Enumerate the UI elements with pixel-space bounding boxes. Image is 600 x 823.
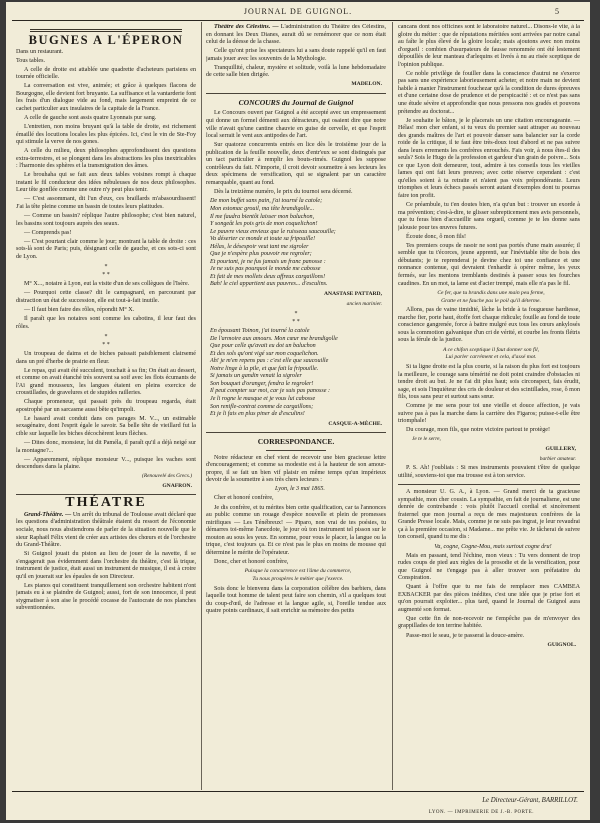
paragraph: Tous tables. — [16, 57, 46, 64]
verse-line: Va déserter ce monde et toute sa fripouille! — [210, 236, 316, 243]
poem — [210, 328, 386, 419]
source-credit: (Renouvelé des Grecs.) — [142, 473, 192, 480]
quote — [210, 568, 386, 583]
quote-line: Va, cogne, Cogne-Mou, mais surtout cogne dru! — [434, 543, 552, 550]
section-title: THÉATRE — [65, 495, 147, 511]
verse-line: En épousant Toinon, j'ai tourné la catole — [210, 328, 310, 335]
quote-line: Gratte et ne fauche pas le poil qu'il déterme. — [441, 297, 541, 304]
verse-line: Hélas, le désespoir veut tant me sigroler — [210, 243, 309, 250]
paragraph: Je souhaite le bâton, je le placerais un une citation encourageante. — Hélas! mon cher enfant, si tu veux du premier saut attraper au nouveau des grands maîtres de l'art et pouvoir danser sans balancier sur la corde roide de la critique, il te faut être très-doux tout d'abord et ne pas suivre dans leurs errements les confrères enrouchés. Fais voir, à nous êtes-il des seuls? Sois le Hugo de la profession et gardeur d'un grain de poivre... Sois ce que Lyon doit demeurer, tout, admire à tes conseils tous les vieilles lames qui ont fait leurs preuves; avec cette réserve cependant : c'est qu'elles soient à ta retraite et n'aient pas voix prépondérante. Leurs triomphes et leurs échecs passés seront autant d'exemples dont tu pourras faire ton profit. — [398, 117, 580, 200]
section-title: CORRESPONDANCE. — [257, 437, 335, 447]
quote-line: Lui parler carrément et cela, d'assé mot. — [445, 354, 537, 361]
postscript: P. S. Ah! j'oubliais : Si mes instruments pouvaient t'être de quelque utilité, souviens-toi que ma trousse est à ton service. — [398, 465, 580, 479]
verse-line: De mon buffet sans pain, j'ai tourné la catole; — [210, 198, 323, 205]
verse-line: Et fait de mes mollets deux affreux cargaillons! — [210, 273, 326, 280]
paragraph: Dès la treizième numéro, le prix du tournoi sera décerné. — [214, 188, 353, 195]
paragraph: — Comprends pas! — [24, 229, 72, 236]
author-title: ancien marinier. — [346, 300, 382, 307]
paragraph: Les pianos qui constituent tranquillement son orchestre habitent n'ont jamais eu à se plaindre de Guignol; aussi, fort de son innocence, il peut stygmatiser à son aise le procédé cocasse de l'autocrate de nos planches subventionnées. — [16, 582, 196, 612]
paragraph: Donc, cher et honoré confrère, — [214, 558, 289, 565]
column-divider — [392, 22, 393, 790]
running-head — [6, 7, 590, 19]
asterism: * * * — [292, 311, 300, 326]
paragraph: — Il faut bien faire des rôles, répondit M° X. — [24, 306, 135, 313]
director-credit: Le Directeur-Gérant, BARRILLOT. — [482, 797, 578, 804]
verse-line: Que je n'espère plus pouvoir me regroler; — [210, 251, 312, 258]
verse-line: Je ne suis pas pourquoi le monde me cabosse — [210, 266, 321, 273]
paragraph: Chaque promeneur, qui passait près du troupeau regarda, était apostrophé par un sarcasme aussi bête qu'impoli. — [16, 399, 196, 413]
paragraph: Que cette fin de non-recevoir ne t'empêche pas de m'envoyer des grappillades de ton terrine habitée. — [398, 615, 580, 630]
author-signature: MADELON. — [351, 81, 382, 88]
paragraph: Un troupeau de daims et de biches paissait paisiblement clairsemé dans un pré d'herbe de prairie en fleur. — [16, 351, 196, 365]
verse-line: Si jamais un gandin venait la sigroler — [210, 373, 302, 380]
asterism: * * * — [102, 334, 110, 349]
author-signature: GUIGNOL. — [547, 641, 576, 648]
verse-line: Que pour celle qu'avait eu dot un baluchon — [210, 343, 316, 350]
header-rule — [12, 20, 584, 21]
paragraph: — Comme un bassin? réplique l'autre philosophe; c'est bien naturel, les bassins sont toujours auprès des seaux. — [16, 212, 196, 227]
lead-in: Grand-Théâtre. — — [24, 511, 72, 518]
column-left — [16, 24, 196, 790]
paragraph: Sur quatorze concurrents entrés en lice dès le troisième jour de la publication de la feuille nouvelle, deux d'entr'eux se sont distingués par un tact particulier à remplir les bouts-rimés. Guignol les suppose contrôleurs du fait. N'importe, il croit devoir soumettre à ses lecteurs les deux spécimens de versification, qui se signalent par un caractère remarquable, quant au fond. — [206, 142, 386, 186]
verse-line: Bah! le ciel appartient aux pauvres... d'esculins. — [210, 281, 328, 288]
quote-line: A ce chifon sceptique il faut donner son fil, — [442, 346, 540, 353]
author-title: barbier amateur. — [539, 455, 576, 462]
paragraph: Ce noble privilège de fouiller dans la conscience d'autrui ne s'exerce pas sans une expérience laborieusement acheter, et notre main ne devient habile à manier l'instrument fouchezar qu'à la condition de dures épreuves et d'une certaine dose de prudence et de perspicacité : et ce n'est pas sans une étude sévère et approfondie que nous pressons nos gradés et pouvons prétendre au doctorat... — [398, 70, 580, 115]
footer-rule — [12, 791, 584, 792]
quote-line: Tu nous prospères le métier que j'exerce. — [252, 575, 344, 582]
verse-line: Son renifle-contrat comme de cargaillons; — [210, 403, 314, 410]
paragraph — [16, 512, 196, 550]
verse-line: Et pourtant, je ne fus jamais un franc panosse : — [210, 258, 326, 265]
author-signature: GNAFRON. — [162, 482, 192, 489]
paragraph: Si Guignol jouait du piston au lieu de jouer de la navette, il se s'engagerait pas évidemment dans l'orchestre du théâtre, c'est là trique, instrument de justice, était aussi un instrument de musique, il est à croire qu'il en jouerait sur les épaules de son Directeur. — [16, 551, 196, 580]
verse-line: Y songeât les pois gris de mon coquelichon! — [210, 221, 318, 228]
paragraph: Allons, pas de vaine timidité, lâche la bride à ta fougueuse hardiesse, marche fier, porte haut, étoffe fort chaque ridicule; fouille au fond de toute conscience gangrenée, force à battre mulgré eux tous les cœurs ankylosés sous la commotion galvanique d'un cri de vérité, et courbe les fronts flétris sous la férule de la justice. — [398, 307, 580, 344]
paragraph-text: Un arrêt du tribunal de Toulouse avait déclaré que les questions d'administration théâtrale étaient du ressort de l'économie sociale, nous nous abstiendrons de parler de la situation nouvelle que le sieur Raphaël Félix vient de créer aux artistes des chœurs et de l'orchestre du Grand-Théâtre. — [16, 511, 196, 549]
paragraph: Mais en passant, tend l'échine, mon vieux : Tu vers donnent de trop rudes coups de pied aux règles de la prosodie et de la versification, pour que Guignol ne t'engage pas à aller trouver son préfatatire du Conspiration. — [398, 552, 580, 582]
paragraph: A celle de gauche sont assis quatre Lyonnais pur sang. — [24, 114, 157, 121]
verse-line: Il peut compter sur moi, car je suis pas panosse : — [210, 388, 331, 395]
column-middle — [206, 24, 386, 790]
journal-title: JOURNAL DE GUIGNOL. — [243, 7, 353, 16]
paragraph: Passe-moi le seau, je te passerai la douce-amère. — [406, 632, 525, 639]
author-signature: GUILLERY, — [545, 445, 576, 452]
section-rule — [206, 93, 386, 94]
article-title: BUGNES A L'ÉPERON — [28, 33, 184, 47]
title-rule — [30, 29, 182, 32]
paragraph: cancans dont nos officines sont le laboratoire naturel... Disons-le vite, à la gloire du métier : que de réputations méritées sont arrivées par notre canal au faîte le plus élevé de la gloire locale; mais ajoutons avec non moins d'orgueil : combien d'usurpateurs de fausse renommée ont été lestement dépouillés de leur manteau d'arlequins et livrés à nu au risée sceptique de l'opinion publique. — [398, 24, 580, 68]
paragraph: Quant à l'offre que tu me fais de remplacer mes CAMBEA EXBACKER par des pièces inédites, c'est une idée que je prise fort et qu'on pourrait exploiter... plus tard, quand le Journal de Guignol aura augmenté son format. — [398, 584, 580, 613]
section-rule — [398, 484, 580, 485]
asterism: * * * — [102, 264, 110, 279]
paragraph: Celle qu'ont prise les spectateurs lui a sans doute rappelé qu'il en faut jamais jouer avec les souvenirs de la Mythologie. — [206, 48, 386, 62]
paragraph: M° X..., notaire à Lyon, eut la visite d'un de ses collègues de l'Isère. — [24, 281, 190, 288]
quote-line: Puisque la concurrence est l'âme du commerce, — [244, 568, 352, 575]
paragraph: Ce préambule, tu t'en doutes bien, n'a qu'un but : trouver un exorde à ma prévention; c'est-à-dire, te glisser subrepticement mes avis personnels, que tu feras bien d'accueillir sans orgueil, comme je te les donne sans jalousie pour tes œuvres futures. — [398, 202, 580, 231]
lead-in: Théâtre des Célestins. — — [214, 24, 279, 30]
paragraph: A monsieur U. G. A., à Lyon. — Grand merci de ta gracieuse sympathie, mon cher cousin. La sympathie, en fait de journalisme, est une denrée de contrebande : vois plutôt l'accueil cordial et sincèrement fraternel que mon journal a reçu de mes majestueux confrères de la Grande Presse locale. Mais, comme je ne suis pas ingrat, je leur revaudrai ça à la première occasion, si Madame... me prête vie. Je tâcherai de suivre ton conseil, quand tu me dis : — [398, 489, 580, 541]
verse-line: Et des sols qu'ont vigé sur mon coquelichon. — [210, 350, 319, 357]
closing: Je te le serre, — [412, 436, 441, 443]
quote — [402, 347, 580, 362]
letter-date: Lyon, le 3 mai 1865. — [275, 486, 325, 493]
paragraph: Il paraît que les notaires sont comme les cabotins, il leur faut des rôles. — [16, 315, 196, 330]
paragraph: Tes premiers coups de rasoir ne sont pas portés d'une main assurée; il semble que tu t'écorces, jeune apprenti, sur l'inévitable tête de bois des débutants; je te reprenderai je devine chez toi une confiance et une nonnance contenue, qui devraient t'enhardir à opérer même, les yeux fermés, sur les mentons tremblants destinés à passer sous tes fourches caudines. En un mot, ta lame est d'acier trempé, mais elle n'a pas le fil. — [398, 242, 580, 287]
paragraph: Comme je me sens pour toi une vieille et douce affection, je vais suivre pas à pas la marche dans la carrière des Figaros; puisse-t-elle être triomphale! — [398, 403, 580, 425]
section-title: CONCOURS du Journal de Guignol — [238, 97, 354, 107]
verse-line: Son bouquet d'oranger, fendra le regroler! — [210, 380, 314, 387]
paragraph: L'entretien, non moins bruyant qu'à la table de droite, est richement émaillé des locutions locales les plus épicées. Ici, c'est le vin de Ste-Foy qui stimule la verve de nos gones. — [16, 123, 196, 146]
paragraph: Le hasard avait conduit dans ces parages M. V..., un estimable sexagénaire, dont l'esprit égale le savoir. Sa belle tête de vieillard fut la cible sur laquelle les biches décochèrent leurs flèches. — [16, 415, 196, 438]
verse-line: Le pauvre vieux envieux que le ruisseau saucouille; — [210, 228, 336, 235]
paragraph: — C'est assommant, dit l'un d'eux, ces braillards m'abasourdissent! J'ai la tête pleine comme un bassin de toutes leurs platitudes. — [16, 196, 196, 210]
section-rule — [266, 450, 326, 451]
paragraph: — C'est pourtant clair comme le jour; montrant la table de droite : ces sots-là sont de Paris; puis, désignant celle de gauche, et ces sots-ci sont de Lyon. — [16, 238, 196, 260]
paragraph-text: L'administration du Théâtre des Célestins, en donnant les Deux Dianes, aurait dû se remémorer que ce nom était celui de la déesse de la chasse. — [206, 24, 386, 46]
paragraph: A celle de droite est attablée une quadrette d'acheteurs parisiens en tournée officielle. — [16, 66, 196, 81]
paragraph: Je dis confrère, et tu mérites bien cette qualification, car ta l'annonces au public comme un rouage d'espèce nouvelle et plein de promesses mirifiques — Les Ténébreux! — Piparo, non vrai de tes poésies, tu démarres toi-même l'anecdote, le jour où ton instrument tel pisson sur le mouton au sous les yeux. En somme, pour vous le placer, la langue ou la trique, c'est toujours ça. Et ce n'est pas le plus en moins de mousse qui détermine le mérite de l'opérateur. — [206, 504, 386, 556]
paragraph: La conversation est vive, animée; et grâce à quelques flacons de Bourgogne, elle devient fort bruyante. La suffisance et la vantarderie font les frais d'un dialogue vide au fond, mais largement empreint de ce cachet particulier aux insulaires de la capitale de la France. — [16, 83, 196, 112]
poem — [210, 198, 386, 289]
author-signature: ANASTASE PATTARD, — [323, 291, 382, 297]
author-signature: CASQUE-A-MÈCHE. — [328, 420, 382, 427]
paragraph: Écoute donc, ô mon fils! — [406, 233, 467, 240]
verse-line: Ah! je m'en repens pas : c'est elle que saucouille — [210, 358, 329, 365]
paragraph: Dans un restaurant. — [16, 48, 64, 55]
paragraph: Notre rédacteur en chef vient de recevoir une bien gracieuse lettre d'encouragement; et comme sa modestie est à la hauteur de son amour-propre, il se fait un bien vif plaisir en même temps qu'un impérieux devoir de la soumettre à ses très chers lecteurs : — [206, 454, 386, 484]
quote-line: Ce fer, que tu brandis dans une main peu ferme, — [437, 290, 545, 297]
paragraph: — Dites donc, monsieur, lui dit Paméla, il paraît qu'il a déjà neigé sur la montagne?... — [16, 440, 196, 454]
verse-line: De l'armoire aux amours. Mon cœur me brandigolle — [210, 335, 338, 342]
printer-credit: LYON. — IMPRIMERIE DE J.-B. PORTE. — [428, 810, 534, 815]
paragraph: Tranquillité, chaleur, mystère et solitude, voilà la lune hebdomadaire de cette salle bien dirigée. — [206, 64, 386, 79]
letter-salutation: Cher et honoré confrère, — [214, 495, 274, 502]
paragraph: Le brouhaha qui se fait aux deux tables voisines rompt à chaque instant le fil conducteur des idées nébuleuses de nos deux philosophes. Leur tête gonflée comme une outre n'y peut plus tenir. — [16, 172, 196, 194]
paragraph: A celle du milieu, deux philosophes approfondissent des questions extra-terrestres, et se plongent dans les abstractions les plus inextricables : l'harmonie des sphères et la transmigration des âmes. — [16, 148, 196, 170]
paragraph: Du courage, mon fils, que notre victoire partout te protège! — [406, 427, 551, 434]
newspaper-page — [6, 2, 590, 820]
verse-line: Il me faudra bientôt laisser mon baluchon, — [210, 213, 315, 220]
page-number: 5 — [555, 7, 560, 16]
paragraph: — Apparemment, réplique monsieur V..., puisque les vaches sont descendues dans la plaine. — [16, 456, 196, 471]
quote — [402, 290, 580, 305]
verse-line: Et je li fais en plus piner de d'esculins! — [210, 411, 305, 418]
verse-line: Mon estomac grouil, ma tête brandigolle... — [210, 205, 315, 212]
verse-line: Notre linge à la pile, et que fait la fripouille. — [210, 365, 319, 372]
paragraph — [206, 24, 386, 47]
paragraph: Sois donc le bienvenu dans la corporation célèbre des barbiers, dans laquelle tout homme de talent peut faire son chemin, s'il a quelques tout du coup-d'œil, de l'adresse et la langue agile, si, l'oreille tendue aux quatre points cardinaux, il sait enrichir sa mémoire des petits — [206, 585, 386, 615]
paragraph: Le repas, qui avait été succulent, touchait à sa fin; On était au dessert, et comme on avait étanché très souvent sa soif avec les flots écumants de l'Aï grand mousseux, les langues étaient en pleins exercice de croustillades, de gravelures et de stupides railleries. — [16, 367, 196, 397]
paragraph: Si ta ligne droite est la plus courte, si la raison du plus fort est toujours la meilleure, le courage sans témérité ne doit point craindre d'obstacles ni tendre droit au but. Je ne t'ai dit plus haut; sois circonspect, fais érudit, sage, et sois l'inquiéteur des cris de douleur et des scintillades, rose, ô mon fils, tous sans peur et surtout sans sœur. — [398, 364, 580, 401]
column-right — [398, 24, 580, 790]
verse-line: Je li rogne le masque et je vous lui cabosse — [210, 396, 316, 403]
column-divider — [201, 22, 202, 790]
paragraph: Le Concours ouvert par Guignol a été accepté avec un empressement qui donne un formel démenti aux détracteurs, qui osaient dire que notre ville n'avait qu'une cantine chauvie en guise de cervelle, et que l'esprit local serrait le vent aux antipodes de l'art. — [206, 110, 386, 140]
section-rule — [206, 432, 386, 433]
paragraph: — Pourquoi cette classe? dit le campagnard, en parcourant par distraction un état de succession, elle est tout-à-fait inutile. — [16, 290, 196, 304]
